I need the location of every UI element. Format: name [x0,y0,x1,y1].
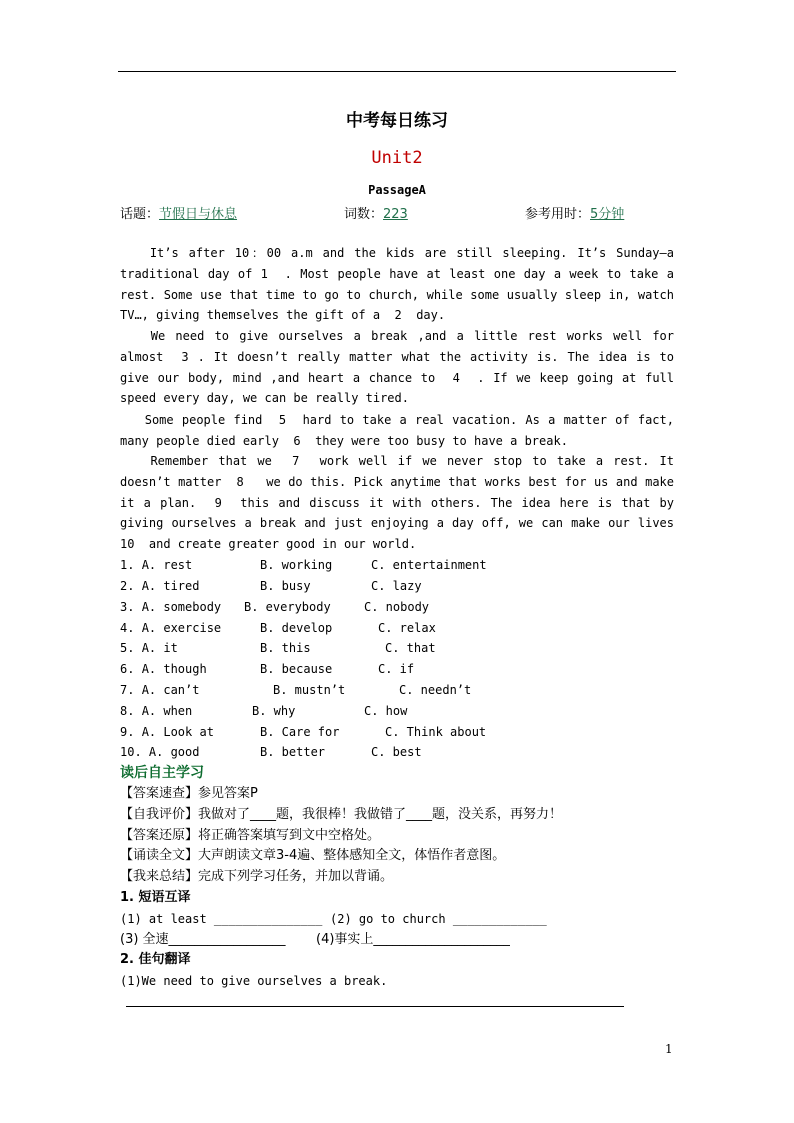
passage-paragraph-2: We need to give ourselves a break ,and a little rest works well for almost 3 . It doesn’t really matter what the activity is. The idea is to give our body, mind ,and heart a chance to 4 . If we keep going at full speed every day, we can be really tired. [120,329,682,406]
study-item-summary: 【我来总结】完成下列学习任务，并加以背诵。 [120,869,394,884]
topic-meta [120,203,237,222]
option-row: 2. A. tired B. busy C. lazy [120,579,422,593]
option-row: 5. A. it B. this C. that [120,641,436,655]
phrase-item-3: (3) 全速__________________ [120,932,286,947]
option-row: 7. A. can’t B. mustn’t C. needn’t [120,683,472,697]
word-count-value: 223 [383,207,408,222]
study-item-answer-restore: 【答案还原】将正确答案填写到文中空格处。 [120,828,381,843]
option-row: 4. A. exercise B. develop C. relax [120,621,436,635]
word-count-label: 词数： [344,207,384,222]
passage-paragraph-3: Some people find 5 hard to take a real vacation. As a matter of fact, many people died early 6 they were too busy to have a break. [120,413,682,448]
passage-paragraph-4: Remember that we 7 work well if we never stop to take a rest. It doesn’t matter 8 we do this. Pick anytime that works best for us and make it a plan. 9 this and discuss it with others. The idea here is that by giving ourselves a break and just enjoying a day off, we can make our lives 10 and create greater good in our world. [120,454,689,552]
passage-label: PassageA [368,183,426,197]
time-label: 参考用时： [525,207,591,222]
time-value: 5分钟 [590,207,625,222]
task-phrase-translation-title: 1. 短语互译 [120,890,191,905]
topic-label: 话题： [120,207,160,222]
option-row: 10. A. good B. better C. best [120,745,422,759]
option-row: 6. A. though B. because C. if [120,662,415,676]
task-sentence-translation-title: 2. 佳句翻译 [120,952,191,967]
answer-line [126,1006,624,1007]
page-number: 1 [665,1042,673,1056]
time-meta [525,203,624,222]
header-rule [118,71,676,72]
option-row: 8. A. when B. why C. how [120,704,408,718]
study-item-read-aloud: 【诵读全文】大声朗读文章3-4遍、整体感知全文，体悟作者意图。 [120,848,506,863]
page-title: 中考每日练习 [346,111,448,131]
phrase-item-2: (2) go to church _____________ [330,912,547,926]
passage-paragraph-1: It’s after 10：00 a.m and the kids are still sleeping. It’s Sunday—a traditional day of 1 . Most people have at least one day a week to take a rest. Some use that time to go to church, while some usually sleep in, watch TV…, giving themselves the gift of a 2 day. [120,246,682,323]
topic-value: 节假日与休息 [159,207,238,222]
word-count-meta [344,203,408,222]
option-row: 9. A. Look at B. Care for C. Think about [120,725,487,739]
unit-title: Unit2 [371,148,423,168]
study-heading: 读后自主学习 [120,765,204,781]
sentence-item-1: (1)We need to give ourselves a break. [120,974,388,988]
phrase-item-1: (1) at least _______________ [120,912,323,926]
option-row: 3. A. somebody B. everybody C. nobody [120,600,430,614]
phrase-item-4: (4)事实上_____________________ [316,932,510,947]
study-item-answer-check: 【答案速查】参见答案P [120,786,258,801]
study-item-self-eval: 【自我评价】我做对了____题，我很棒！我做错了____题，没关系，再努力！ [120,807,563,822]
option-row: 1. A. rest B. working C. entertainment [120,558,487,572]
